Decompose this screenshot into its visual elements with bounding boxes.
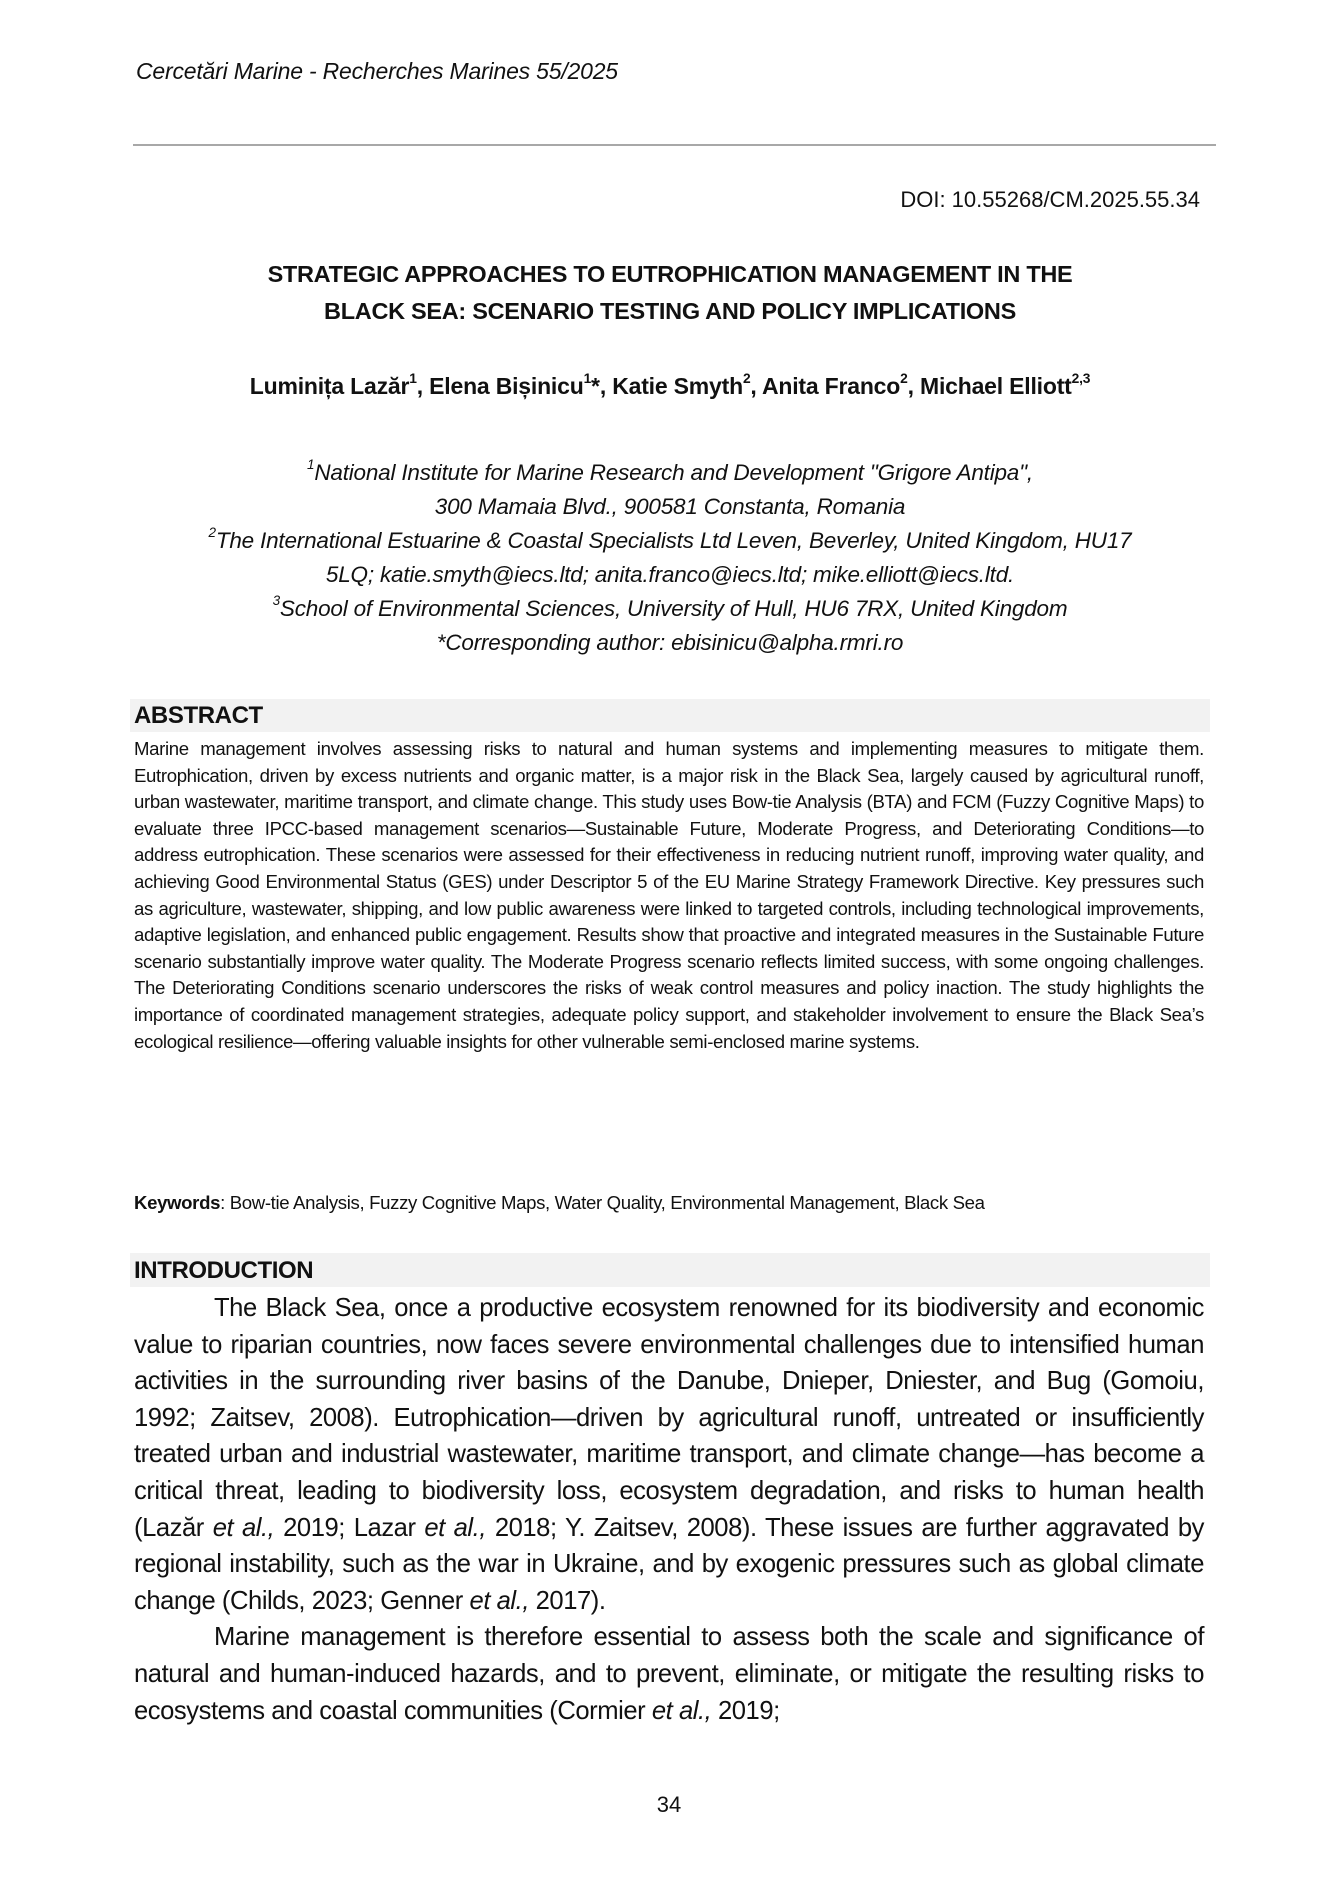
author: Katie Smyth$^2$, [612,370,762,399]
author-list [130,370,1210,400]
header-divider [133,144,1216,146]
author: Elena Bișinicu$^1$*, [429,370,613,399]
page-number: 34 [656,1792,682,1817]
introduction-heading: INTRODUCTION [134,1257,314,1284]
doi[interactable]: DOI: 10.55268/CM.2025.55.34 [900,187,1200,212]
affiliation-1-line-2: 300 Mamaia Blvd., 900581 Constanta, Romania [434,494,906,519]
intro-paragraph-2: Marine management is therefore essential to assess both the scale and significance of natural and human-induced hazards, and to prevent, eliminate, or mitigate the resulting risks to ecosystems and coastal communities (Cormier et al., 2019; [134,1623,1204,1725]
affiliation-2-line-1: $^2$The International Estuarine & Coastal Specialists Ltd Leven, Beverley, United Kingdom, HU17 [208,524,1132,553]
abstract-heading: ABSTRACT [134,702,263,729]
abstract-text: Marine management involves assessing risks to natural and human systems and implementing measures to mitigate them. Eutrophication, driven by excess nutrients and organic matter, is a major risk in the Black Sea, largely caused by agricultural runoff, urban wastewater, maritime transport, and climate change. This study uses Bow-tie Analysis (BTA) and FCM (Fuzzy Cognitive Maps) to evaluate three IPCC-based management scenarios—Sustainable Future, Moderate Progress, and Deteriorating Conditions—to address eutrophication. These scenarios were assessed for their effectiveness in reducing nutrient runoff, improving water quality, and achieving Good Environmental Status (GES) under Descriptor 5 of the EU Marine Strategy Framework Directive. Key pressures such as agriculture, wastewater, shipping, and low public awareness were linked to targeted controls, including technological improvements, adaptive legislation, and enhanced public engagement. Results show that proactive and integrated measures in the Sustainable Future scenario substantially improve water quality. The Moderate Progress scenario reflects limited success, with some ongoing challenges. The Deteriorating Conditions scenario underscores the risks of weak control measures and policy inaction. The study highlights the importance of coordinated management strategies, adequate policy support, and stakeholder involvement to ensure the Black Sea’s ecological resilience—offering valuable insights for other vulnerable semi-enclosed marine systems. [134,738,1204,1052]
keywords-label: Keywords [134,1192,221,1213]
title-line-2: BLACK SEA: SCENARIO TESTING AND POLICY IMPLICATIONS [324,298,1016,324]
author: Luminița Lazăr$^1$, [249,370,430,399]
paper-title [130,256,1210,330]
affiliation-1-line-1: $^1$National Institute for Marine Research and Development "Grigore Antipa", [307,456,1033,485]
journal-header: Cercetări Marine - Recherches Marines 55/2025 [136,58,618,84]
affiliation-3-line-1: $^3$School of Environmental Sciences, University of Hull, HU6 7RX, United Kingdom [272,592,1068,621]
author: Michael Elliott$^{2,3}$ [920,370,1091,399]
keywords [134,1192,1214,1214]
introduction-heading-band [130,1253,1210,1287]
affiliations [130,456,1210,660]
affiliation-2-line-2: 5LQ; katie.smyth@iecs.ltd; anita.franco@iecs.ltd; mike.elliott@iecs.ltd. [325,562,1015,587]
abstract-heading-band [130,699,1210,732]
title-line-1: STRATEGIC APPROACHES TO EUTROPHICATION MANAGEMENT IN THE [267,261,1073,287]
keywords-list: : Bow-tie Analysis, Fuzzy Cognitive Maps, Water Quality, Environmental Management, Black Sea [220,1192,985,1213]
introduction-body [134,1290,1204,1729]
author: Anita Franco$^2$, [761,370,920,399]
corresponding-author: *Corresponding author: ebisinicu@alpha.rmri.ro [436,630,904,655]
intro-paragraph-1: The Black Sea, once a productive ecosystem renowned for its biodiversity and economic value to riparian countries, now faces severe environmental challenges due to intensified human activities in the surrounding river basins of the Danube, Dnieper, Dniester, and Bug (Gomoiu, 1992; Zaitsev, 2008). Eutrophication—driven by agricultural runoff, untreated or insufficiently treated urban and industrial wastewater, maritime transport, and climate change—has become a critical threat, leading to biodiversity loss, ecosystem degradation, and risks to human health (Lazăr et al., 2019; Lazar et al., 2018; Y. Zaitsev, 2008). These issues are further aggravated by regional instability, such as the war in Ukraine, and by exogenic pressures such as global climate change (Childs, 2023; Genner et al., 2017). [134,1294,1205,1615]
